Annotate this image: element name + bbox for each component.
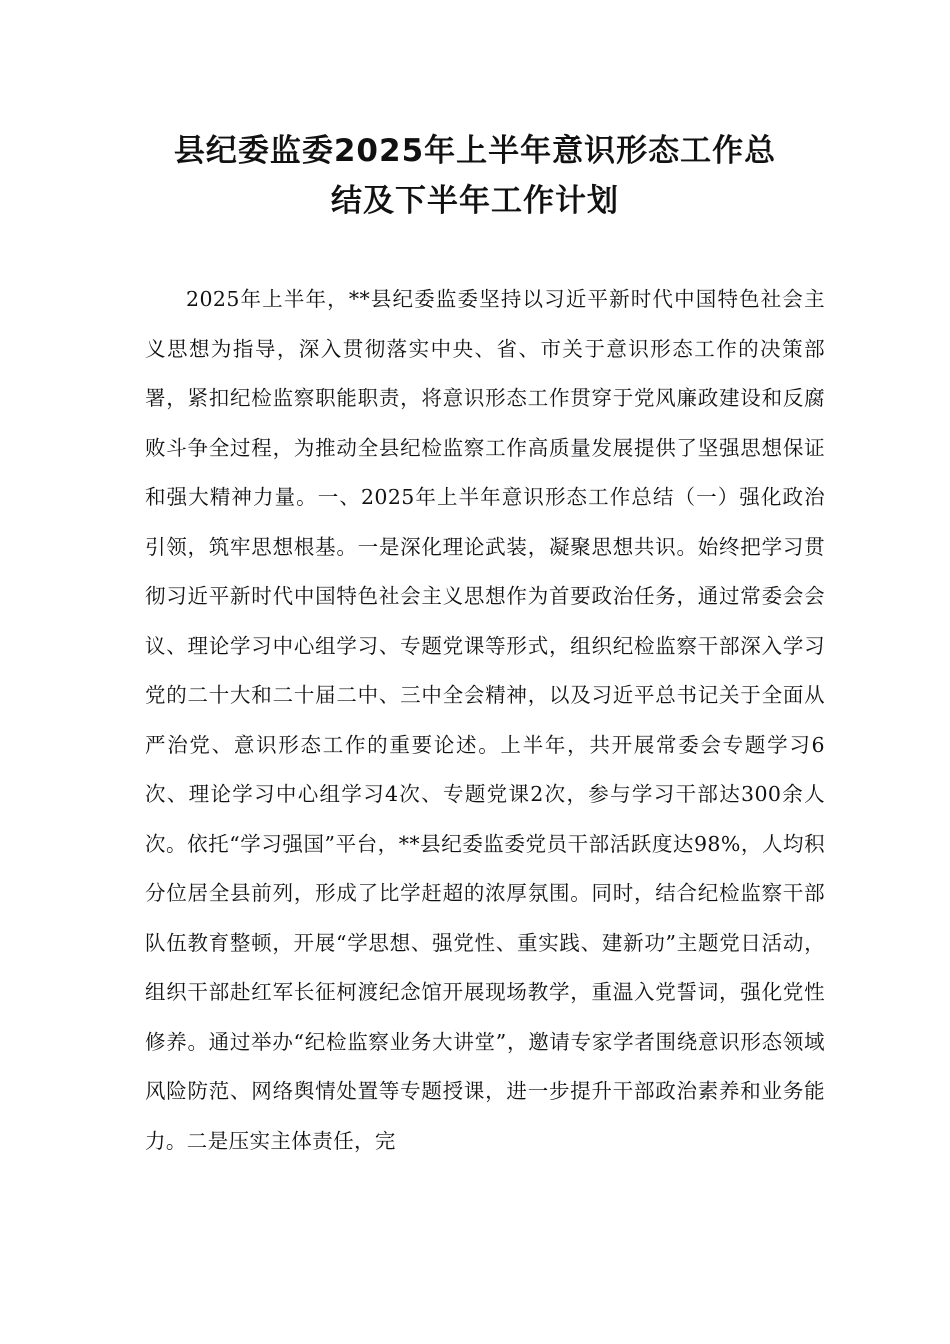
title-line-2: 结及下半年工作计划 xyxy=(331,183,619,219)
document-title xyxy=(140,126,810,226)
body-paragraph: 2025年上半年，**县纪委监委坚持以习近平新时代中国特色社会主义思想为指导，深入贯彻落实中央、省、市关于意识形态工作的决策部署，紧扣纪检监察职能职责，将意识形态工作贯穿于党风廉政建设和反腐败斗争全过程，为推动全县纪检监察工作高质量发展提供了坚强思想保证和强大精神力量。一、2025年上半年意识形态工作总结（一）强化政治引领，筑牢思想根基。一是深化理论武装，凝聚思想共识。始终把学习贯彻习近平新时代中国特色社会主义思想作为首要政治任务，通过常委会会议、理论学习中心组学习、专题党课等形式，组织纪检监察干部深入学习党的二十大和二十届二中、三中全会精神，以及习近平总书记关于全面从严治党、意识形态工作的重要论述。上半年，共开展常委会专题学习6次、理论学习中心组学习4次、专题党课2次，参与学习干部达300余人次。依托“学习强国”平台，**县纪委监委党员干部活跃度达98%，人均积分位居全县前列，形成了比学赶超的浓厚氛围。同时，结合纪检监察干部队伍教育整顿，开展“学思想、强党性、重实践、建新功”主题党日活动，组织干部赴红军长征柯渡纪念馆开展现场教学，重温入党誓词，强化党性修养。通过举办“纪检监察业务大讲堂”，邀请专家学者围绕意识形态领域风险防范、网络舆情处置等专题授课，进一步提升干部政治素养和业务能力。二是压实主体责任，完 xyxy=(145,287,825,1153)
title-line-1: 县纪委监委2025年上半年意识形态工作总 xyxy=(173,133,777,169)
